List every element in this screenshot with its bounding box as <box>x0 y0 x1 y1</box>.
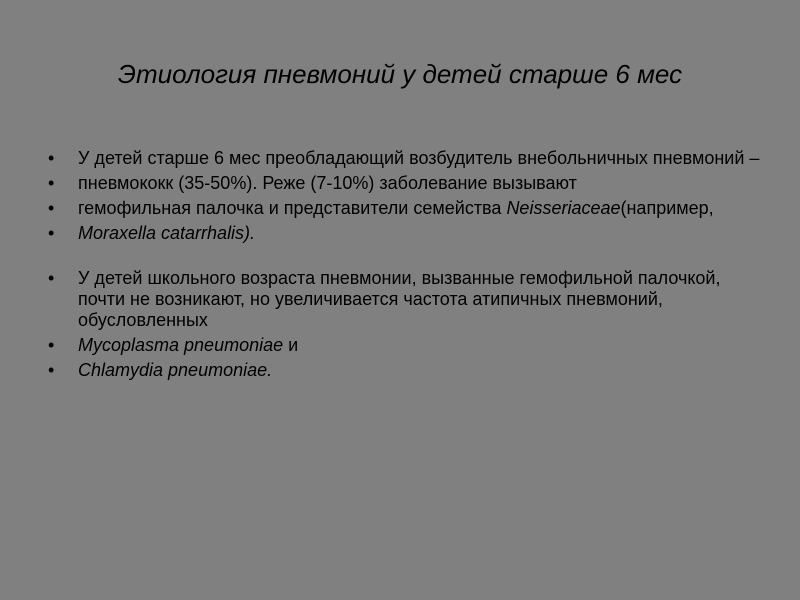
bullet-icon: • <box>48 360 55 380</box>
bullet-text-italic: Chlamydia pneumoniae. <box>78 360 273 380</box>
list-item <box>48 173 768 194</box>
bullet-icon: • <box>48 173 55 193</box>
bullet-text-italic: Neisseriaceae <box>506 198 621 218</box>
list-item <box>48 335 768 356</box>
bullet-text: пневмококк (35-50%). Реже (7-10%) заболевание вызывают <box>78 173 577 193</box>
bullet-icon: • <box>48 335 55 355</box>
bullet-text-italic: Mycoplasma pneumoniae <box>78 335 284 355</box>
list-item <box>48 198 768 219</box>
bullet-list <box>48 148 768 385</box>
bullet-text-italic: Moraxella catarrhalis). <box>78 223 256 243</box>
bullet-icon: • <box>48 223 55 243</box>
bullet-text: (например, <box>620 198 714 218</box>
list-item <box>48 268 768 331</box>
bullet-text: и <box>283 335 299 355</box>
slide-title: Этиология пневмоний у детей старше 6 мес <box>117 59 683 89</box>
list-item <box>48 223 768 244</box>
bullet-icon: • <box>48 198 55 218</box>
list-item <box>48 148 768 169</box>
bullet-icon: • <box>48 148 55 168</box>
bullet-text: гемофильная палочка и представители семейства <box>78 198 507 218</box>
bullet-icon: • <box>48 268 55 288</box>
list-item <box>48 360 768 381</box>
bullet-text: У детей старше 6 мес преобладающий возбудитель внебольничных пневмоний – <box>78 148 760 168</box>
bullet-text: У детей школьного возраста пневмонии, вызванные гемофильной палочкой, почти не возникают, но увеличивается частота атипичных пневмоний, обусловленных <box>78 268 721 330</box>
